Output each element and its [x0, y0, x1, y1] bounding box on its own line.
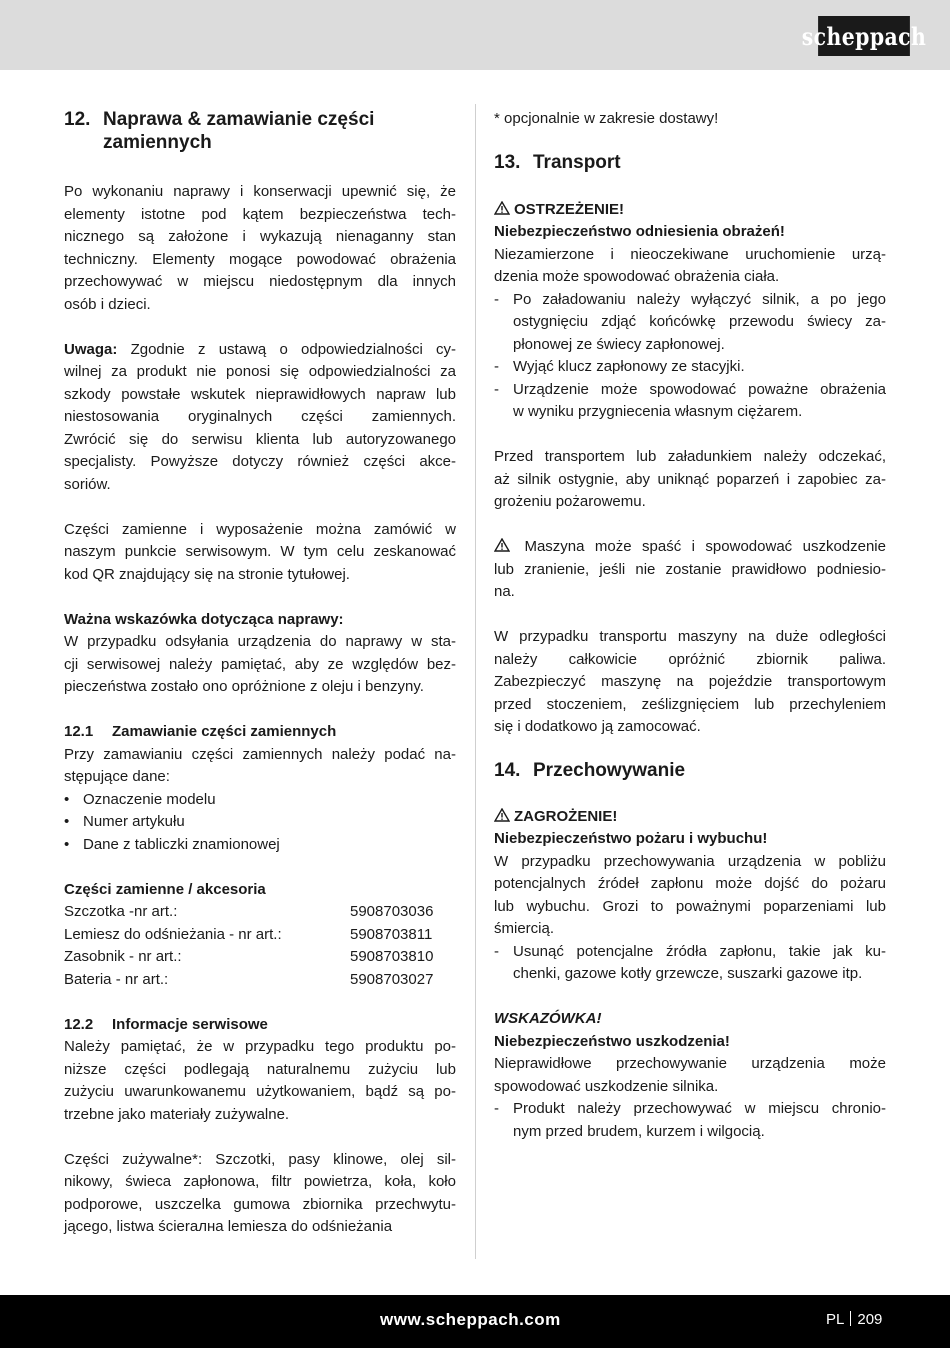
part-number: 5908703810 — [350, 948, 434, 965]
list-item — [494, 289, 886, 357]
text-line: W przypadku odsyłania urządzenia do naprawy w sta- — [64, 633, 456, 650]
parts-table — [64, 901, 456, 991]
warning-label: OSTRZEŻENIE! — [494, 199, 886, 222]
text-line: przechowywać w miejscu niedostępnym dla innych — [64, 273, 456, 290]
hint-text — [494, 1053, 886, 1098]
text-line: kod QR znajdujący się na stronie tytułowej. — [64, 565, 350, 583]
text-line: W przypadku transportu maszyny na duże odległości — [494, 628, 886, 645]
footer-bar — [0, 1295, 950, 1348]
part-number: 5908703036 — [350, 903, 434, 920]
repair-hint-text — [64, 631, 456, 699]
part-number: 5908703811 — [350, 925, 433, 943]
danger-steps — [494, 941, 886, 986]
repair-hint-heading: Ważna wskazówka dotycząca naprawy: — [64, 610, 344, 628]
text-line: Części zużywalne*: Szczotki, pasy klinowe, olej sil- — [64, 1150, 456, 1168]
text-line: zużyciu uwarunkowanemu użytkowaniem, bądź są po- — [64, 1083, 456, 1100]
page-number: 209 — [857, 1311, 883, 1328]
part-number: 5908703027 — [350, 970, 434, 988]
danger-text — [494, 851, 886, 941]
order-list — [64, 789, 456, 857]
list-item-text: Numer artykułu — [83, 813, 185, 830]
list-item-text: Usunąć potencjalne źródła zapłonu, takie jak ku- chenki, gazowe kotły grzewcze, suszarki gazowe itp. — [513, 942, 886, 982]
bullet-marker: • — [64, 813, 70, 830]
list-item-text: Urządzenie może spowodować poważne obrażenia w wyniku przygniecenia własnym ciężarem. — [513, 380, 886, 420]
list-item — [494, 1098, 886, 1143]
service-paragraph — [64, 1036, 456, 1126]
text-line: Przed transportem lub załadunkiem należy odczekać, — [494, 448, 886, 465]
hint-subtitle: Niebezpieczeństwo uszkodzenia! — [494, 1032, 730, 1050]
text-line: nikowy, świeca zapłonowa, filtr powietrza, koła, koło — [64, 1173, 456, 1190]
warning-triangle-icon — [494, 201, 510, 215]
text-line: osób i dzieci. — [64, 295, 151, 313]
spare-parts-paragraph — [64, 519, 456, 587]
text-line: jącego, listwa ścierална lemiesza do odśnieżania — [64, 1218, 393, 1235]
left-column — [64, 108, 456, 1239]
text-line: aż silnik ostygnie, aby uniknąć poparzeń i zapobiec za- — [494, 470, 886, 488]
text-line: spowodować uszkodzenie silnika. — [494, 1077, 719, 1095]
text-line: niestosowania oryginalnych części zamiennych. — [64, 408, 456, 425]
section-number: 12. — [64, 109, 91, 130]
text-line: Części zamienne i wyposażenie można zamówić w — [64, 520, 456, 538]
liability-note: Uwaga: Zgodnie z ustawą o odpowiedzialności cy- wilnej za produkt nie ponosi się odpowiedzialności za szkody powstałe wskutek nieprawidłowych napraw lub niestosowania oryginalnych części zamiennych. Zwrócić się do serwisu klienta lub autoryzowanego specjalisty. Powyższe dotyczy również części akce- soriów. — [64, 339, 456, 497]
column-divider — [475, 104, 476, 1259]
long-distance-paragraph — [494, 626, 886, 739]
text-line: lub zranienie, jeśli nie zostanie prawidłowo podniesio- — [494, 560, 886, 578]
text-line: Po wykonaniu naprawy i konserwacji upewnić się, że — [64, 183, 456, 200]
order-intro — [64, 744, 456, 789]
text-line: niższe części podlegają naturalnemu zużyciu lub — [64, 1060, 456, 1078]
text-line: dzenia może spowodować obrażenia ciała. — [494, 268, 780, 285]
list-item — [494, 356, 886, 379]
list-item — [494, 379, 886, 424]
section-12-1-heading: 12.1 Zamawianie części zamiennych — [64, 723, 337, 740]
table-row — [64, 901, 456, 924]
list-item-text: Wyjąć klucz zapłonowy ze stacyjki. — [513, 358, 745, 375]
list-item-text: Produkt należy przechowywać w miejscu chronio- nym przed brudem, kurzem i wilgocią. — [513, 1100, 886, 1140]
page-indicator — [826, 1311, 882, 1328]
warning-triangle-icon — [494, 538, 510, 552]
text-line: Zwrócić się do serwisu klienta lub autoryzowanego — [64, 430, 456, 448]
part-name: Zasobnik - nr art.: — [64, 948, 182, 965]
section-title-cont: zamiennych — [103, 132, 212, 153]
dash-marker: - — [494, 380, 499, 398]
list-item-text: Po załadowaniu należy wyłączyć silnik, a po jego ostygnięciu zdjąć końcówkę przewodu świecy za- płonowej ze świecy zapłonowej. — [513, 290, 886, 353]
section-14-heading: 14. Przechowywanie — [494, 759, 686, 781]
warning-subtitle: Niebezpieczeństwo odniesienia obrażeń! — [494, 223, 785, 240]
text-line: Należy pamiętać, że w przypadku tego produktu po- — [64, 1038, 456, 1055]
text-line: elementy istotne pod kątem bezpieczeństwa tech- — [64, 205, 456, 223]
text-line: grożeniu pożarowemu. — [494, 493, 646, 510]
brand-logo: scheppach — [818, 16, 910, 56]
table-row — [64, 924, 456, 947]
text-line: potencjalnych źródeł zapłonu może dojść do pożaru — [494, 875, 886, 892]
website-link[interactable]: www.scheppach.com — [380, 1310, 561, 1329]
wear-parts-paragraph — [64, 1149, 456, 1239]
text-line: należy całkowicie opróżnić zbiornik paliwa. — [494, 650, 886, 668]
text-line: Przy zamawianiu części zamiennych należy podać na- — [64, 745, 456, 763]
text-line: pieczeństwa zostało ono opróżnione z oleju i benzyny. — [64, 678, 424, 695]
text-line: trzebne jako materiały zużywalne. — [64, 1105, 290, 1123]
text-line: techniczny. Elementy mogące powodować obrażenia — [64, 250, 456, 268]
fall-warning: Maszyna może spaść i spowodować uszkodzenie lub zranienie, jeśli nie zostanie prawidłowo podniesio- na. — [494, 536, 886, 604]
text-line: specjalisty. Powyższe dotyczy również części akce- — [64, 453, 456, 470]
text-line: lub wybuchu. Grozi to poważnymi poparzeniami lub — [494, 897, 886, 915]
text-line: naszym punkcie serwisowym. W tym celu zeskanować — [64, 543, 456, 560]
part-name: Szczotka -nr art.: — [64, 903, 178, 920]
list-item-text: Oznaczenie modelu — [83, 790, 216, 808]
text-line: wilnej za produkt nie ponosi się odpowiedzialności za — [64, 363, 456, 380]
text-line: Zabezpieczyć maszynę na pojeździe transportowym — [494, 673, 886, 690]
text-line: się i dodatkowo ją zamocować. — [494, 718, 701, 735]
hint-label: WSKAZÓWKA! — [494, 1010, 602, 1027]
cooling-paragraph — [494, 446, 886, 514]
bullet-marker: • — [64, 835, 70, 853]
optional-note: * opcjonalnie w zakresie dostawy! — [494, 110, 719, 127]
language-code: PL — [826, 1311, 845, 1328]
text-line: przed stoczeniem, ześlizgnięciem lub przechyleniem — [494, 695, 886, 713]
repair-paragraph — [64, 181, 456, 316]
text-line: Nieprawidłowe przechowywanie urządzenia może — [494, 1055, 886, 1072]
text-line: na. — [494, 583, 515, 600]
text-line: Niezamierzone i nieoczekiwane uruchomienie urzą- — [494, 245, 886, 263]
list-item — [64, 811, 456, 834]
text-line: szkody powstałe wskutek nieprawidłowych napraw lub — [64, 385, 456, 403]
dash-marker: - — [494, 290, 499, 308]
list-item — [494, 941, 886, 986]
warning-triangle-icon — [494, 808, 510, 822]
danger-subtitle: Niebezpieczeństwo pożaru i wybuchu! — [494, 830, 768, 847]
warning-text — [494, 244, 886, 289]
part-name: Bateria - nr art.: — [64, 970, 169, 988]
section-12-2-heading: 12.2 Informacje serwisowe — [64, 1015, 268, 1033]
text-line: W przypadku przechowywania urządzenia w pobliżu — [494, 852, 886, 870]
section-title: Naprawa & zamawianie części — [103, 109, 375, 130]
header-bar — [0, 0, 950, 70]
list-item — [64, 834, 456, 857]
text-line: stępujące dane: — [64, 768, 170, 785]
text-line: podporowe, uszczelka gumowa zbiornika przechwytu- — [64, 1195, 456, 1213]
parts-heading: Części zamienne / akcesoria — [64, 880, 266, 898]
text-line: soriów. — [64, 475, 111, 493]
bullet-marker: • — [64, 790, 70, 808]
dash-marker: - — [494, 942, 499, 960]
note-label: Uwaga: — [64, 340, 118, 358]
text-line: cji serwisowej należy pamiętać, aby ze względów bez- — [64, 655, 456, 673]
table-row — [64, 946, 456, 969]
dash-marker: - — [494, 358, 499, 375]
list-item — [64, 789, 456, 812]
text-line: śmiercią. — [494, 920, 555, 937]
table-row — [64, 969, 456, 992]
hint-steps — [494, 1098, 886, 1143]
section-13-heading: 13. Transport — [494, 151, 621, 173]
list-item-text: Dane z tabliczki znamionowej — [83, 835, 280, 853]
section-12-heading — [64, 108, 456, 154]
dash-marker: - — [494, 1100, 499, 1117]
right-column — [494, 108, 886, 1143]
transport-steps — [494, 289, 886, 424]
text-line: nicznego są założone i wykazują nienaganny stan — [64, 228, 456, 245]
part-name: Lemiesz do odśnieżania - nr art.: — [64, 925, 282, 943]
danger-label: ZAGROŻENIE! — [494, 806, 886, 829]
